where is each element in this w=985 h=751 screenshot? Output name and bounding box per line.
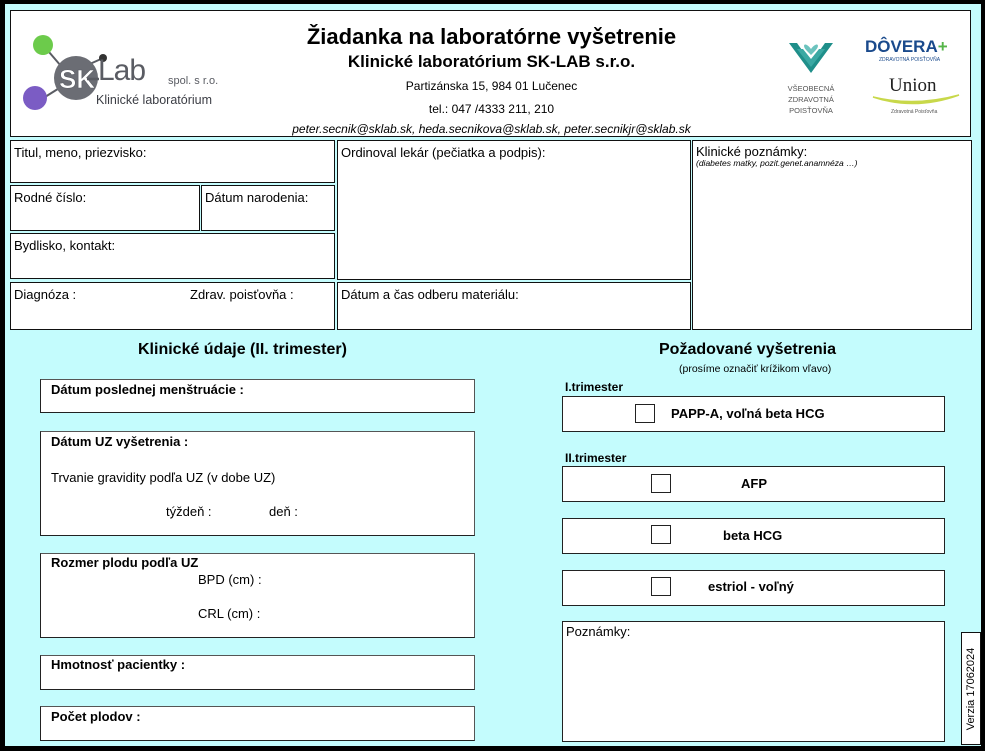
test-checkbox-beta-hcg[interactable]: [651, 525, 671, 544]
test-row-papp-a[interactable]: [562, 396, 945, 432]
fetal-size-field[interactable]: [40, 553, 475, 638]
logo-spol-text: spol. s r.o.: [168, 75, 219, 87]
trimester2-label: II.trimester: [565, 451, 627, 465]
logo-tagline: Klinické laboratórium: [96, 93, 213, 107]
vszp-line2: ZDRAVOTNÁ: [788, 95, 834, 104]
clinical-notes-hint: (diabetes matky, pozit.genet.anamnéza …): [696, 158, 858, 168]
lab-name: Klinické laboratórium SK-LAB s.r.o.: [347, 52, 636, 71]
union-logo: [869, 75, 964, 117]
dovera-logo: [861, 35, 956, 65]
doctor-label: Ordinoval lekár (pečiatka a podpis):: [341, 145, 546, 160]
vszp-line3: POISŤOVŇA: [789, 106, 833, 115]
us-date-label: Dátum UZ vyšetrenia :: [51, 434, 189, 449]
fetus-count-field[interactable]: [40, 706, 475, 741]
us-exam-field[interactable]: [40, 431, 475, 536]
birth-date-field[interactable]: [201, 185, 335, 231]
notes-label: Poznámky:: [566, 624, 631, 639]
union-name: Union: [889, 75, 937, 96]
last-period-label: Dátum poslednej menštruácie :: [51, 382, 244, 397]
plus-icon: +: [937, 37, 948, 56]
vszp-line1: VŠEOBECNÁ: [787, 84, 835, 93]
test-row-beta-hcg[interactable]: [562, 518, 945, 554]
birth-date-label: Dátum narodenia:: [205, 190, 309, 205]
dovera-sub: ZDRAVOTNÁ POISŤOVŇA: [879, 57, 941, 63]
test-label-papp-a: PAPP-A, voľná beta HCG: [671, 406, 825, 421]
collection-label: Dátum a čas odberu materiálu:: [341, 287, 519, 302]
header-panel: [10, 10, 971, 137]
patient-weight-label: Hmotnosť pacientky :: [51, 657, 186, 672]
bpd-label: BPD (cm) :: [198, 572, 262, 587]
crl-label: CRL (cm) :: [198, 606, 261, 621]
address-contact-field[interactable]: [10, 233, 335, 279]
test-label-beta-hcg: beta HCG: [723, 528, 783, 543]
lab-emails: peter.secnik@sklab.sk, heda.secnikova@sklab.sk, peter.secnikjr@sklab.sk: [292, 122, 691, 136]
patient-name-label: Titul, meno, priezvisko:: [14, 145, 147, 160]
doctor-stamp-field[interactable]: [337, 140, 691, 280]
diagnosis-insurer-field[interactable]: [10, 282, 335, 330]
lab-phone: tel.: 047 /4333 211, 210: [428, 102, 555, 116]
week-label: týždeň :: [166, 504, 212, 519]
test-row-estriol[interactable]: [562, 570, 945, 606]
clinical-section-title: Klinické údaje (II. trimester): [138, 341, 347, 358]
vszp-emblem-icon: [781, 35, 841, 83]
lab-address: Partizánska 15, 984 01 Lučenec: [405, 79, 578, 93]
version-text: Verzia 17062024: [965, 647, 977, 730]
version-badge: [961, 632, 981, 745]
notes-field[interactable]: [562, 621, 945, 742]
test-label-estriol: estriol - voľný: [708, 579, 794, 594]
test-checkbox-estriol[interactable]: [651, 577, 671, 596]
dovera-name: DÔVERA: [865, 37, 938, 56]
insurer-label: Zdrav. poisťovňa :: [190, 287, 294, 302]
requested-section-title: Požadované vyšetrenia: [659, 341, 836, 358]
fetus-count-label: Počet plodov :: [51, 709, 141, 724]
clinical-notes-field[interactable]: [692, 140, 972, 330]
day-label: deň :: [269, 504, 298, 519]
form-title: Žiadanka na laboratórne vyšetrenie: [306, 24, 677, 49]
vszp-logo: [781, 35, 841, 115]
test-checkbox-afp[interactable]: [651, 474, 671, 493]
patient-weight-field[interactable]: [40, 655, 475, 690]
svg-text:SK: SK: [59, 64, 96, 94]
last-period-field[interactable]: [40, 379, 475, 413]
gestation-label: Trvanie gravidity podľa UZ (v dobe UZ): [51, 470, 276, 485]
test-checkbox-papp-a[interactable]: [635, 404, 655, 423]
collection-datetime-field[interactable]: [337, 282, 691, 330]
test-label-afp: AFP: [741, 476, 767, 491]
fetal-size-label: Rozmer plodu podľa UZ: [51, 555, 199, 570]
birth-number-label: Rodné číslo:: [14, 190, 87, 205]
test-row-afp[interactable]: [562, 466, 945, 502]
logo-lab-text: Lab: [98, 54, 146, 87]
patient-name-field[interactable]: [10, 140, 335, 183]
trimester1-label: I.trimester: [565, 380, 624, 394]
requested-hint: (prosíme označiť krížikom vľavo): [679, 363, 832, 375]
union-sub: Zdravotná Poisťovňa: [891, 109, 938, 115]
diagnosis-label: Diagnóza :: [14, 287, 77, 302]
clinical-notes-label: Klinické poznámky:: [696, 144, 808, 159]
birth-number-field[interactable]: [10, 185, 200, 231]
address-contact-label: Bydlisko, kontakt:: [14, 238, 116, 253]
